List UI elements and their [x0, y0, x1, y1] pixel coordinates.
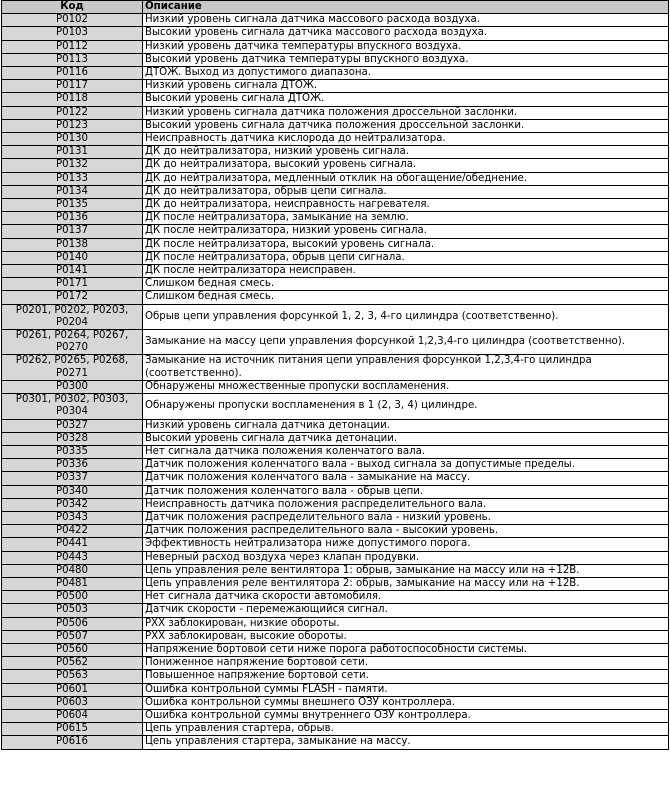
table-row — [2, 525, 669, 538]
table-row — [2, 577, 669, 590]
error-description-cell: ДК до нейтрализатора, обрыв цепи сигнала. — [143, 185, 669, 198]
error-description-cell: РХХ заблокирован, низкие обороты. — [143, 617, 669, 630]
table-row — [2, 119, 669, 132]
table-row — [2, 485, 669, 498]
error-code-cell: P0604 — [2, 709, 143, 722]
error-code-cell: P0563 — [2, 670, 143, 683]
error-description-cell: Обнаружены пропуски воспламенения в 1 (2, 3, 4) цилиндре. — [143, 394, 669, 419]
error-description-cell: Ошибка контрольной суммы внешнего ОЗУ контроллера. — [143, 696, 669, 709]
table-row — [2, 432, 669, 445]
table-row — [2, 291, 669, 304]
error-description-cell: Цепь управления реле вентилятора 1: обрыв, замыкание на массу или на +12В. — [143, 564, 669, 577]
table-row — [2, 459, 669, 472]
error-description-cell: Низкий уровень сигнала датчика положения дроссельной заслонки. — [143, 106, 669, 119]
table-row — [2, 643, 669, 656]
error-description-cell: Высокий уровень сигнала датчика детонации. — [143, 432, 669, 445]
error-code-cell: P0112 — [2, 40, 143, 53]
table-row — [2, 172, 669, 185]
error-description-cell: ДК после нейтрализатора, замыкание на землю. — [143, 212, 669, 225]
error-description-cell: ДК после нейтрализатора, обрыв цепи сигнала. — [143, 251, 669, 264]
description-column-header: Описание — [143, 1, 669, 14]
error-description-cell: Обнаружены множественные пропуски воспламенения. — [143, 380, 669, 393]
table-row — [2, 159, 669, 172]
table-row — [2, 630, 669, 643]
error-description-cell: Датчик положения коленчатого вала - замыкание на массу. — [143, 472, 669, 485]
error-code-cell: P0300 — [2, 380, 143, 393]
error-description-cell: Датчик положения коленчатого вала - выход сигнала за допустимые пределы. — [143, 459, 669, 472]
table-row — [2, 27, 669, 40]
table-row — [2, 617, 669, 630]
error-description-cell: Низкий уровень сигнала датчика детонации. — [143, 419, 669, 432]
error-code-cell: P0500 — [2, 591, 143, 604]
error-code-cell: P0118 — [2, 93, 143, 106]
error-code-cell: P0122 — [2, 106, 143, 119]
error-description-cell: Замыкание на массу цепи управления форсункой 1,2,3,4-го цилиндра (соответственно). — [143, 330, 669, 355]
error-description-cell: Эффективность нейтрализатора ниже допустимого порога. — [143, 538, 669, 551]
table-row — [2, 511, 669, 524]
error-code-cell: P0117 — [2, 80, 143, 93]
error-description-cell: Низкий уровень сигнала датчика массового расхода воздуха. — [143, 14, 669, 27]
error-code-cell: P0138 — [2, 238, 143, 251]
error-code-cell: P0616 — [2, 736, 143, 749]
error-description-cell: Высокий уровень сигнала датчика массового расхода воздуха. — [143, 27, 669, 40]
table-row — [2, 551, 669, 564]
error-code-cell: P0503 — [2, 604, 143, 617]
error-description-cell: Нет сигнала датчика скорости автомобиля. — [143, 591, 669, 604]
error-codes-table — [1, 0, 669, 750]
error-description-cell: ДК до нейтрализатора, высокий уровень сигнала. — [143, 159, 669, 172]
error-description-cell: Датчик положения коленчатого вала - обрыв цепи. — [143, 485, 669, 498]
error-code-cell: P0134 — [2, 185, 143, 198]
error-code-cell: P0172 — [2, 291, 143, 304]
error-description-cell: Напряжение бортовой сети ниже порога работоспособности системы. — [143, 643, 669, 656]
table-row — [2, 736, 669, 749]
error-code-cell: P0601 — [2, 683, 143, 696]
error-code-cell: P0131 — [2, 146, 143, 159]
error-description-cell: Цепь управления стартера, обрыв. — [143, 723, 669, 736]
table-row — [2, 67, 669, 80]
table-body — [2, 14, 669, 749]
error-code-cell: P0103 — [2, 27, 143, 40]
error-description-cell: Цепь управления реле вентилятора 2: обрыв, замыкание на массу или на +12В. — [143, 577, 669, 590]
error-code-cell: P0141 — [2, 265, 143, 278]
table-row — [2, 80, 669, 93]
error-code-cell: P0135 — [2, 199, 143, 212]
error-code-cell: P0123 — [2, 119, 143, 132]
table-row — [2, 40, 669, 53]
table-row — [2, 199, 669, 212]
error-code-cell: P0441 — [2, 538, 143, 551]
table-row — [2, 538, 669, 551]
table-row — [2, 394, 669, 419]
error-description-cell: Ошибка контрольной суммы внутреннего ОЗУ контроллера. — [143, 709, 669, 722]
error-description-cell: Неисправность датчика положения распределительного вала. — [143, 498, 669, 511]
error-code-cell: P0342 — [2, 498, 143, 511]
table-row — [2, 93, 669, 106]
error-code-cell: P0336 — [2, 459, 143, 472]
table-row — [2, 212, 669, 225]
error-code-cell: P0262, P0265, P0268, P0271 — [2, 355, 143, 380]
error-code-cell: P0506 — [2, 617, 143, 630]
table-row — [2, 53, 669, 66]
table-row — [2, 251, 669, 264]
error-code-cell: P0140 — [2, 251, 143, 264]
error-code-cell: P0562 — [2, 657, 143, 670]
error-description-cell: ДК до нейтрализатора, медленный отклик на обогащение/обеднение. — [143, 172, 669, 185]
table-row — [2, 278, 669, 291]
error-code-cell: P0343 — [2, 511, 143, 524]
table-row — [2, 498, 669, 511]
error-description-cell: Ошибка контрольной суммы FLASH - памяти. — [143, 683, 669, 696]
error-code-cell: P0130 — [2, 133, 143, 146]
table-row — [2, 185, 669, 198]
error-description-cell: Высокий уровень датчика температуры впускного воздуха. — [143, 53, 669, 66]
error-code-cell: P0201, P0202, P0203, P0204 — [2, 304, 143, 329]
error-description-cell: Слишком бедная смесь. — [143, 278, 669, 291]
error-description-cell: Датчик положения распределительного вала - низкий уровень. — [143, 511, 669, 524]
error-code-cell: P0171 — [2, 278, 143, 291]
table-row — [2, 106, 669, 119]
error-description-cell: Повышенное напряжение бортовой сети. — [143, 670, 669, 683]
error-code-cell: P0507 — [2, 630, 143, 643]
table-row — [2, 14, 669, 27]
table-row — [2, 604, 669, 617]
table-row — [2, 225, 669, 238]
error-code-cell: P0481 — [2, 577, 143, 590]
error-description-cell: ДТОЖ. Выход из допустимого диапазона. — [143, 67, 669, 80]
error-description-cell: Высокий уровень сигнала датчика положения дроссельной заслонки. — [143, 119, 669, 132]
error-code-cell: P0116 — [2, 67, 143, 80]
error-description-cell: ДК после нейтрализатора неисправен. — [143, 265, 669, 278]
error-description-cell: Датчик положения распределительного вала - высокий уровень. — [143, 525, 669, 538]
table-row — [2, 657, 669, 670]
table-row — [2, 683, 669, 696]
error-description-cell: Обрыв цепи управления форсункой 1, 2, 3, 4-го цилиндра (соответственно). — [143, 304, 669, 329]
error-code-cell: P0327 — [2, 419, 143, 432]
error-code-cell: P0603 — [2, 696, 143, 709]
error-description-cell: Нет сигнала датчика положения коленчатого вала. — [143, 445, 669, 458]
error-code-cell: P0443 — [2, 551, 143, 564]
table-row — [2, 265, 669, 278]
table-row — [2, 330, 669, 355]
error-code-cell: P0261, P0264, P0267, P0270 — [2, 330, 143, 355]
table-row — [2, 591, 669, 604]
table-row — [2, 146, 669, 159]
error-description-cell: Высокий уровень сигнала ДТОЖ. — [143, 93, 669, 106]
table-row — [2, 355, 669, 380]
error-description-cell: Неверный расход воздуха через клапан продувки. — [143, 551, 669, 564]
table-row — [2, 445, 669, 458]
error-code-cell: P0337 — [2, 472, 143, 485]
error-description-cell: Датчик скорости - перемежающийся сигнал. — [143, 604, 669, 617]
error-description-cell: Низкий уровень сигнала ДТОЖ. — [143, 80, 669, 93]
table-row — [2, 304, 669, 329]
table-row — [2, 696, 669, 709]
error-code-cell: P0340 — [2, 485, 143, 498]
error-description-cell: ДК до нейтрализатора, низкий уровень сигнала. — [143, 146, 669, 159]
error-code-cell: P0136 — [2, 212, 143, 225]
error-description-cell: Пониженное напряжение бортовой сети. — [143, 657, 669, 670]
error-code-cell: P0328 — [2, 432, 143, 445]
error-description-cell: Низкий уровень датчика температуры впускного воздуха. — [143, 40, 669, 53]
table-row — [2, 133, 669, 146]
error-description-cell: РХХ заблокирован, высокие обороты. — [143, 630, 669, 643]
error-code-cell: P0301, P0302, P0303, P0304 — [2, 394, 143, 419]
error-description-cell: ДК после нейтрализатора, высокий уровень сигнала. — [143, 238, 669, 251]
code-column-header: Код — [2, 1, 143, 14]
error-code-cell: P0133 — [2, 172, 143, 185]
error-code-cell: P0422 — [2, 525, 143, 538]
table-row — [2, 564, 669, 577]
error-code-cell: P0102 — [2, 14, 143, 27]
table-row — [2, 238, 669, 251]
error-code-cell: P0132 — [2, 159, 143, 172]
error-description-cell: Цепь управления стартера, замыкание на массу. — [143, 736, 669, 749]
table-row — [2, 472, 669, 485]
table-row — [2, 419, 669, 432]
error-code-cell: P0560 — [2, 643, 143, 656]
table-header-row — [2, 1, 669, 14]
error-code-cell: P0137 — [2, 225, 143, 238]
table-row — [2, 709, 669, 722]
table-row — [2, 670, 669, 683]
error-description-cell: ДК после нейтрализатора, низкий уровень сигнала. — [143, 225, 669, 238]
error-description-cell: Замыкание на источник питания цепи управления форсункой 1,2,3,4-го цилиндра (соответственно). — [143, 355, 669, 380]
table-row — [2, 723, 669, 736]
error-description-cell: Неисправность датчика кислорода до нейтрализатора. — [143, 133, 669, 146]
error-code-cell: P0615 — [2, 723, 143, 736]
error-description-cell: Слишком бедная смесь. — [143, 291, 669, 304]
table-row — [2, 380, 669, 393]
error-code-cell: P0335 — [2, 445, 143, 458]
error-description-cell: ДК до нейтрализатора, неисправность нагревателя. — [143, 199, 669, 212]
error-code-cell: P0480 — [2, 564, 143, 577]
error-code-cell: P0113 — [2, 53, 143, 66]
